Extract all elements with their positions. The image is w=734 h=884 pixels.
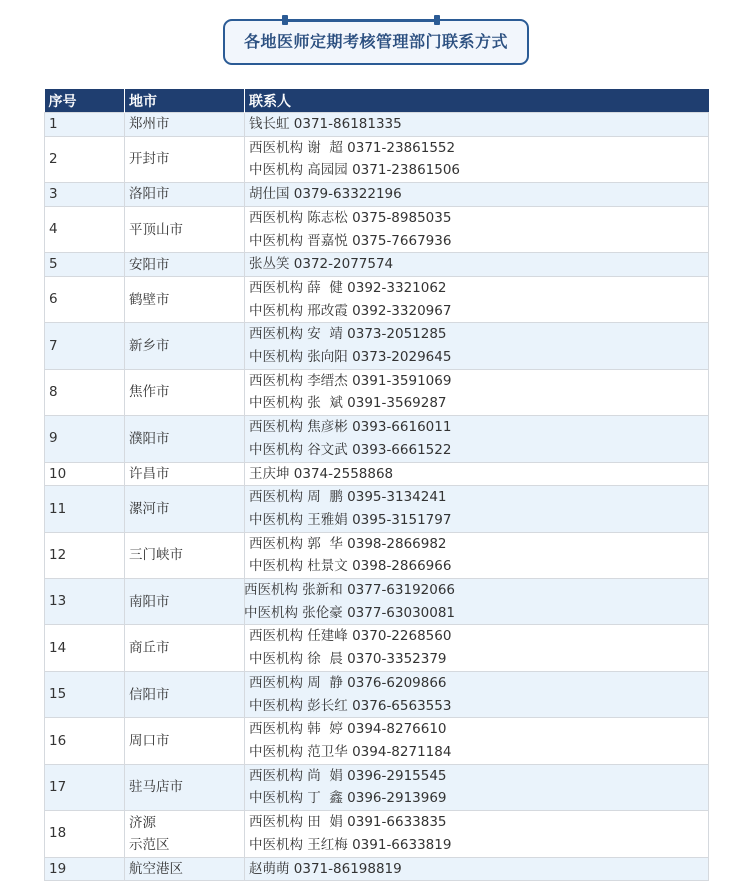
cell-no: 8: [45, 369, 125, 415]
contact-line: 胡仕国 0379-63322196: [249, 186, 402, 203]
page-title: 各地医师定期考核管理部门联系方式: [243, 32, 508, 51]
title-decor-bar: [285, 20, 439, 22]
cell-no: 13: [45, 579, 125, 625]
table-row: [45, 183, 709, 207]
cell-contact: [245, 579, 709, 625]
cell-no: 18: [45, 811, 125, 857]
table-row: [45, 579, 709, 625]
contact-line: 西医机构 任建峰 0370-2268560: [249, 628, 452, 645]
cell-city: 平顶山市: [125, 206, 245, 252]
cell-no: 12: [45, 532, 125, 578]
contact-line: 中医机构 晋嘉悦 0375-7667936: [249, 232, 452, 249]
table-body: [45, 113, 709, 881]
cell-contact: [245, 764, 709, 810]
table-row: [45, 276, 709, 322]
cell-city: 开封市: [125, 136, 245, 182]
cell-no: 11: [45, 486, 125, 532]
table-row: [45, 416, 709, 462]
cell-contact: [245, 276, 709, 322]
table-row: [45, 532, 709, 578]
cell-contact: [245, 625, 709, 671]
cell-contact: [245, 671, 709, 717]
cell-no: 19: [45, 857, 125, 881]
cell-city: 三门峡市: [125, 532, 245, 578]
cell-contact: [245, 136, 709, 182]
cell-city: 商丘市: [125, 625, 245, 671]
contact-line: 西医机构 张新和 0377-63192066: [244, 582, 456, 599]
contact-line: 张丛笑 0372-2077574: [249, 256, 394, 273]
contact-line: 西医机构 尚 娟 0396-2915545: [249, 767, 447, 784]
contact-line: 中医机构 邢改霞 0392-3320967: [249, 302, 452, 319]
cell-city: 南阳市: [125, 579, 245, 625]
cell-contact: [245, 718, 709, 764]
contact-line: 中医机构 丁 鑫 0396-2913969: [249, 790, 447, 807]
cell-city: 焦作市: [125, 369, 245, 415]
table-row: [45, 625, 709, 671]
cell-no: 6: [45, 276, 125, 322]
cell-no: 3: [45, 183, 125, 207]
cell-city: 济源 示范区: [125, 811, 245, 857]
table-row: [45, 857, 709, 881]
cell-no: 9: [45, 416, 125, 462]
table-row: [45, 811, 709, 857]
table-row: [45, 253, 709, 277]
table-row: [45, 718, 709, 764]
contact-line: 王庆坤 0374-2558868: [249, 465, 394, 482]
table-row: [45, 206, 709, 252]
contact-line: 赵萌萌 0371-86198819: [249, 860, 402, 877]
contact-line: 中医机构 王红梅 0391-6633819: [249, 836, 452, 853]
cell-city: 驻马店市: [125, 764, 245, 810]
cell-city: 安阳市: [125, 253, 245, 277]
cell-no: 5: [45, 253, 125, 277]
title-box: [223, 19, 529, 65]
table-row: [45, 671, 709, 717]
cell-contact: [245, 183, 709, 207]
header-city: 地市: [125, 89, 245, 113]
header-contact: 联系人: [245, 89, 709, 113]
cell-no: 1: [45, 113, 125, 137]
cell-contact: [245, 486, 709, 532]
cell-city: 周口市: [125, 718, 245, 764]
contact-line: 西医机构 安 靖 0373-2051285: [249, 326, 447, 343]
cell-city: 濮阳市: [125, 416, 245, 462]
header-no: 序号: [45, 89, 125, 113]
contact-line: 中医机构 徐 晨 0370-3352379: [249, 651, 447, 668]
cell-no: 4: [45, 206, 125, 252]
table-row: [45, 764, 709, 810]
cell-contact: [245, 811, 709, 857]
cell-contact: [245, 532, 709, 578]
contact-line: 中医机构 彭长红 0376-6563553: [249, 697, 452, 714]
contact-line: 中医机构 王雅娟 0395-3151797: [249, 511, 452, 528]
cell-no: 15: [45, 671, 125, 717]
title-decor-tab-left: [282, 15, 288, 25]
cell-contact: [245, 253, 709, 277]
cell-no: 7: [45, 323, 125, 369]
cell-no: 10: [45, 462, 125, 486]
table-row: [45, 113, 709, 137]
table-row: [45, 323, 709, 369]
contact-line: 西医机构 李缙杰 0391-3591069: [249, 372, 452, 389]
cell-no: 2: [45, 136, 125, 182]
contact-line: 西医机构 谢 超 0371-23861552: [249, 139, 456, 156]
cell-city: 洛阳市: [125, 183, 245, 207]
cell-contact: [245, 113, 709, 137]
cell-city: 鹤壁市: [125, 276, 245, 322]
cell-city: 许昌市: [125, 462, 245, 486]
cell-city: 郑州市: [125, 113, 245, 137]
table-header-row: [45, 89, 709, 113]
contact-line: 中医机构 张 斌 0391-3569287: [249, 395, 447, 412]
contacts-table: [44, 89, 709, 881]
cell-contact: [245, 462, 709, 486]
table-row: [45, 369, 709, 415]
cell-contact: [245, 416, 709, 462]
cell-contact: [245, 206, 709, 252]
contact-line: 中医机构 张向阳 0373-2029645: [249, 349, 452, 366]
contact-line: 西医机构 焦彦彬 0393-6616011: [249, 419, 452, 436]
cell-contact: [245, 369, 709, 415]
cell-no: 14: [45, 625, 125, 671]
title-decor-tab-right: [434, 15, 440, 25]
contact-line: 钱长虹 0371-86181335: [249, 116, 402, 132]
contact-line: 西医机构 田 娟 0391-6633835: [249, 814, 447, 831]
table-row: [45, 462, 709, 486]
table-row: [45, 136, 709, 182]
contact-line: 中医机构 张伦豪 0377-63030081: [244, 604, 456, 621]
cell-city: 新乡市: [125, 323, 245, 369]
cell-contact: [245, 323, 709, 369]
contact-line: 中医机构 范卫华 0394-8271184: [249, 743, 452, 760]
contact-line: 中医机构 谷文武 0393-6661522: [249, 441, 452, 458]
contact-line: 西医机构 韩 婷 0394-8276610: [249, 721, 447, 738]
contact-line: 中医机构 杜景文 0398-2866966: [249, 558, 452, 575]
contact-line: 西医机构 周 鹏 0395-3134241: [249, 489, 447, 506]
contact-line: 西医机构 郭 华 0398-2866982: [249, 535, 447, 552]
cell-city: 信阳市: [125, 671, 245, 717]
contact-line: 西医机构 薛 健 0392-3321062: [249, 279, 447, 296]
cell-no: 17: [45, 764, 125, 810]
cell-no: 16: [45, 718, 125, 764]
table-row: [45, 486, 709, 532]
contact-line: 西医机构 周 静 0376-6209866: [249, 674, 447, 691]
cell-contact: [245, 857, 709, 881]
title-banner: [223, 10, 529, 64]
contact-line: 西医机构 陈志松 0375-8985035: [249, 209, 452, 226]
contact-line: 中医机构 高园园 0371-23861506: [249, 162, 461, 179]
cell-city: 航空港区: [125, 857, 245, 881]
cell-city: 漯河市: [125, 486, 245, 532]
